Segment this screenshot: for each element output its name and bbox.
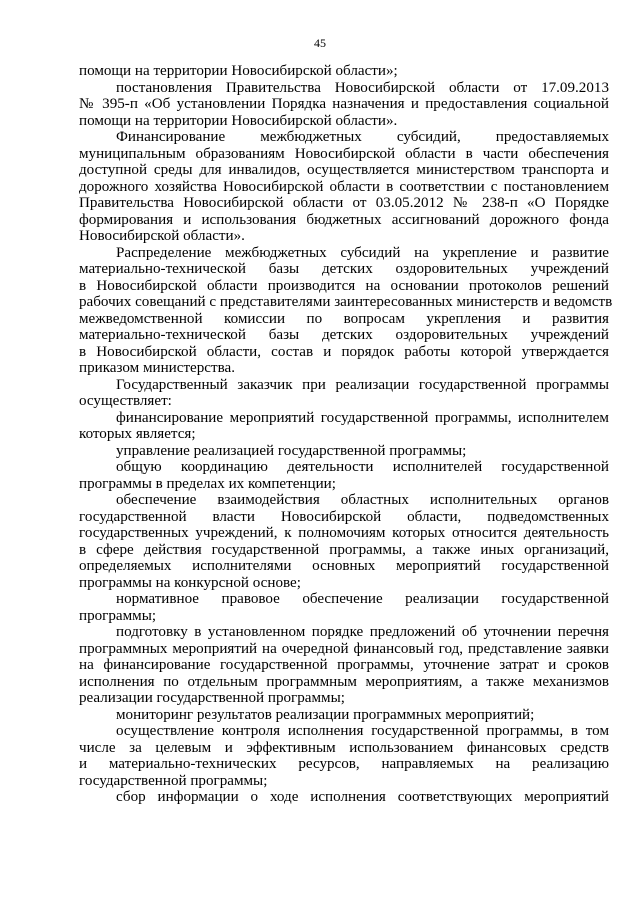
text-line: Распределение межбюджетных субсидий на укрепление и развитие xyxy=(116,244,609,261)
text-line: реализации государственной программы; xyxy=(79,690,345,706)
text-line: государственных учреждений, к полномочиям которых относится деятельность xyxy=(79,525,609,541)
text-line: № 395-п «Об установлении Порядка назначения и предоставления социальной xyxy=(79,96,609,112)
text-line: программы в пределах их компетенции; xyxy=(79,475,336,492)
text-line: Финансирование межбюджетных субсидий, предоставляемых xyxy=(116,129,609,145)
text-line: в сфере действия государственной программы, а также иных организаций, xyxy=(79,541,609,558)
text-line: приказом министерства. xyxy=(79,360,235,376)
text-line: нормативное правовое обеспечение реализации государственной xyxy=(116,591,609,607)
text-line: программы на конкурсной основе; xyxy=(79,574,301,591)
text-line: помощи на территории Новосибирской области»; xyxy=(79,63,398,79)
text-line: материально-технической базы детских оздоровительных учреждений xyxy=(79,261,609,277)
text-line: программных мероприятий на очередной финансовый год, представление заявки xyxy=(79,640,609,657)
text-line: мониторинг результатов реализации программных мероприятий; xyxy=(116,706,535,723)
text-line: постановления Правительства Новосибирской области от 17.09.2013 xyxy=(116,79,609,96)
text-line: финансирование мероприятий государственной программы, исполнителем xyxy=(116,409,609,426)
text-line: Новосибирской области». xyxy=(79,228,245,244)
text-line: в Новосибирской области производится на основании протоколов решений xyxy=(79,277,609,294)
text-line: программы; xyxy=(79,607,157,624)
text-line: государственной власти Новосибирской области, подведомственных xyxy=(79,508,609,525)
text-line: подготовку в установленном порядке предложений об уточнении перечня xyxy=(116,624,609,640)
text-line: доступной среды для инвалидов, осуществляется министерством транспорта и xyxy=(79,162,609,178)
text-line: помощи на территории Новосибирской области». xyxy=(79,112,398,129)
text-line: управление реализацией государственной программы; xyxy=(116,442,467,459)
text-line: в Новосибирской области, состав и порядок работы которой утверждается xyxy=(79,343,609,360)
text-line: Правительства Новосибирской области от 03.05.2012 № 238-п «О Порядке xyxy=(79,195,609,211)
text-line: сбор информации о ходе исполнения соответствующих мероприятий xyxy=(116,789,609,805)
text-line: формирования и использования бюджетных ассигнований дорожного фонда xyxy=(79,211,609,228)
text-line: рабочих совещаний с представителями заинтересованных министерств и ведомств xyxy=(79,294,613,310)
text-line: осуществляет: xyxy=(79,393,172,409)
text-line: межведомственной комиссии по вопросам укрепления и развития xyxy=(79,310,609,327)
text-line: обеспечение взаимодействия областных исполнительных органов xyxy=(116,492,609,508)
text-line: и материально-технических ресурсов, направляемых на реализацию xyxy=(79,756,609,772)
text-line: Государственный заказчик при реализации государственной программы xyxy=(116,376,609,393)
text-line: которых является; xyxy=(79,426,196,442)
text-line: осуществление контроля исполнения государственной программы, в том xyxy=(116,723,609,739)
page-number: 45 xyxy=(314,36,326,50)
text-line: государственной программы; xyxy=(79,772,268,789)
text-line: общую координацию деятельности исполнителей государственной xyxy=(116,459,609,475)
document-body xyxy=(79,63,613,806)
text-line: материально-технической базы детских оздоровительных учреждений xyxy=(79,327,609,343)
text-line: дорожного хозяйства Новосибирской области в соответствии с постановлением xyxy=(79,178,609,195)
text-line: определяемых исполнителями основных мероприятий государственной xyxy=(79,558,609,574)
text-line: муниципальным образованиям Новосибирской области в части обеспечения xyxy=(79,145,609,162)
text-line: на финансирование государственной программы, уточнение затрат и сроков xyxy=(79,657,609,673)
text-line: числе за целевым и эффективным использованием финансовых средств xyxy=(79,739,609,756)
text-line: исполнения по отдельным программным мероприятиям, а также механизмов xyxy=(79,673,609,690)
